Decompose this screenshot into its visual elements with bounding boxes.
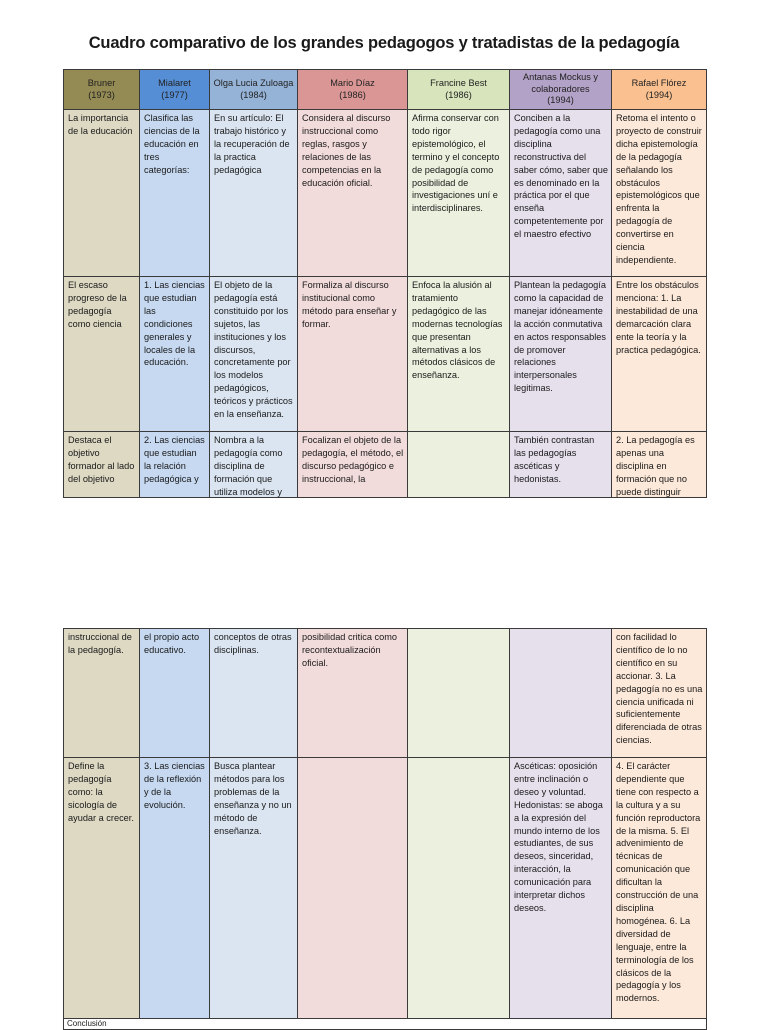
table-cell: Afirma conservar con todo rigor epistemológico, el termino y el concepto de pedagogía como posibilidad de investigaciones uní e interdisciplinares.: [412, 113, 500, 214]
table-cell: el propio acto educativo.: [144, 632, 200, 655]
header-mockus: Antanas Mockus y colaboradores (1994): [510, 70, 612, 110]
table-cell: instruccional de la pedagogía.: [68, 632, 132, 655]
table-cell: [412, 631, 506, 757]
table-row: [64, 432, 707, 498]
table-cell: 1. Las ciencias que estudian las condiciones generales y locales de la educación.: [144, 280, 205, 368]
table-cell: La importancia de la educación: [68, 113, 133, 136]
table-cell: [412, 434, 506, 497]
header-zuloaga: Olga Lucia Zuloaga (1984): [210, 70, 298, 110]
header-florez: Rafael Flórez (1994): [612, 70, 707, 110]
table-cell: 2. La pedagogía es apenas una disciplina en formación que no puede distinguir: [616, 435, 695, 497]
table-cell: 4. El carácter dependiente que tiene con respecto a la cultura y a su función reproductora de la misma. 5. El advenimiento de técnicas de comunicación que dificultan la construcción de una disciplina homogénea. 6. La diversidad de lenguaje, entre la terminología de los clásicos de la pedagogía y los modernos.: [616, 761, 701, 1004]
table-cell: posibilidad critica como recontextualización oficial.: [302, 632, 397, 668]
table-cell: 2. Las ciencias que estudian la relación pedagógica y: [144, 435, 205, 484]
table-cell: En su artículo: El trabajo histórico y la recuperación de la practica pedagógica: [214, 113, 290, 175]
table-cell: Considera al discurso instruccional como reglas, rasgos y relaciones de las competencias en la educación oficial.: [302, 113, 391, 188]
table-cell: [514, 631, 608, 757]
table-row: [64, 277, 707, 432]
header-bruner: Bruner (1973): [64, 70, 140, 110]
table-cell: [412, 760, 506, 1018]
header-mialaret: Mialaret (1977): [140, 70, 210, 110]
table-cell: Retoma el intento o proyecto de construir dicha epistemología de la pedagogía señalando los obstáculos epistemológicos que enfrenta la pedagogía de convertirse en ciencia independiente.: [616, 113, 702, 265]
header-diaz: Mario Díaz (1986): [298, 70, 408, 110]
comparison-table-page1: [63, 69, 707, 498]
table-cell: Entre los obstáculos menciona: 1. La inestabilidad de una demarcación clara ente la teoría y la practica pedagógica.: [616, 280, 701, 355]
table-cell: Destaca el objetivo formador al lado del objetivo: [68, 435, 135, 484]
table-cell: 3. Las ciencias de la reflexión y de la evolución.: [144, 761, 205, 810]
table-cell: Clasifica las ciencias de la educación en tres categorías:: [144, 113, 200, 175]
table-cell: conceptos de otras disciplinas.: [214, 632, 292, 655]
table-row: [64, 629, 707, 758]
table-cell: Conciben a la pedagogía como una disciplina reconstructiva del saber cómo, saber que es denominado en la práctica por el que enseña competentemente por el maestro efectivo: [514, 113, 608, 240]
table-cell: Enfoca la alusión al tratamiento pedagógico de las modernas tecnologías que presentan alternativas a los métodos clásicos de enseñanza.: [412, 280, 503, 381]
table-cell: El objeto de la pedagogía está constituido por los sujetos, las instituciones y los discursos, concretamente por los modelos pedagógicos, teóricos y prácticos en la enseñanza.: [214, 280, 293, 420]
table-cell: Nombra a la pedagogía como disciplina de formación que utiliza modelos y: [214, 435, 283, 497]
header-best: Francine Best (1986): [408, 70, 510, 110]
table-cell: [302, 760, 404, 1018]
conclusion-label: Conclusión: [67, 1019, 107, 1028]
table-cell: Ascéticas: oposición entre inclinación o deseo y voluntad. Hedonistas: se aboga a la expresión del mundo interno de los estudiantes, de sus deseos, sinceridad, interacción, la comunicación para interpretar dichos deseos.: [514, 761, 603, 913]
table-row: [64, 110, 707, 277]
table-row: [64, 1019, 707, 1030]
table-cell: con facilidad lo científico de lo no científico en su accionar. 3. La pedagogía no es una ciencia unificada ni suficientemente diferenciada de otras ciencias.: [616, 632, 703, 746]
page-title: Cuadro comparativo de los grandes pedagogos y tratadistas de la pedagogía: [88, 34, 680, 52]
comparison-table-page2: [63, 628, 707, 1030]
table-cell: Focalizan el objeto de la pedagogía, el método, el discurso pedagógico e instruccional, la: [302, 435, 404, 484]
table-cell: Formaliza al discurso institucional como método para enseñar y formar.: [302, 280, 397, 329]
table-cell: Plantean la pedagogía como la capacidad de manejar idóneamente la acción conmutativa en actos responsables de promover relaciones interpersonales legitimas.: [514, 280, 606, 394]
table-cell: El escaso progreso de la pedagogía como ciencia: [68, 280, 127, 329]
table-cell: Define la pedagogía como: la sicología de ayudar a crecer.: [68, 761, 134, 823]
header-row: [64, 70, 707, 110]
table-cell: Busca plantear métodos para los problemas de la enseñanza y no un método de enseñanza.: [214, 761, 292, 836]
table-cell: También contrastan las pedagogías ascéticas y hedonistas.: [514, 435, 595, 484]
table-row: [64, 758, 707, 1019]
